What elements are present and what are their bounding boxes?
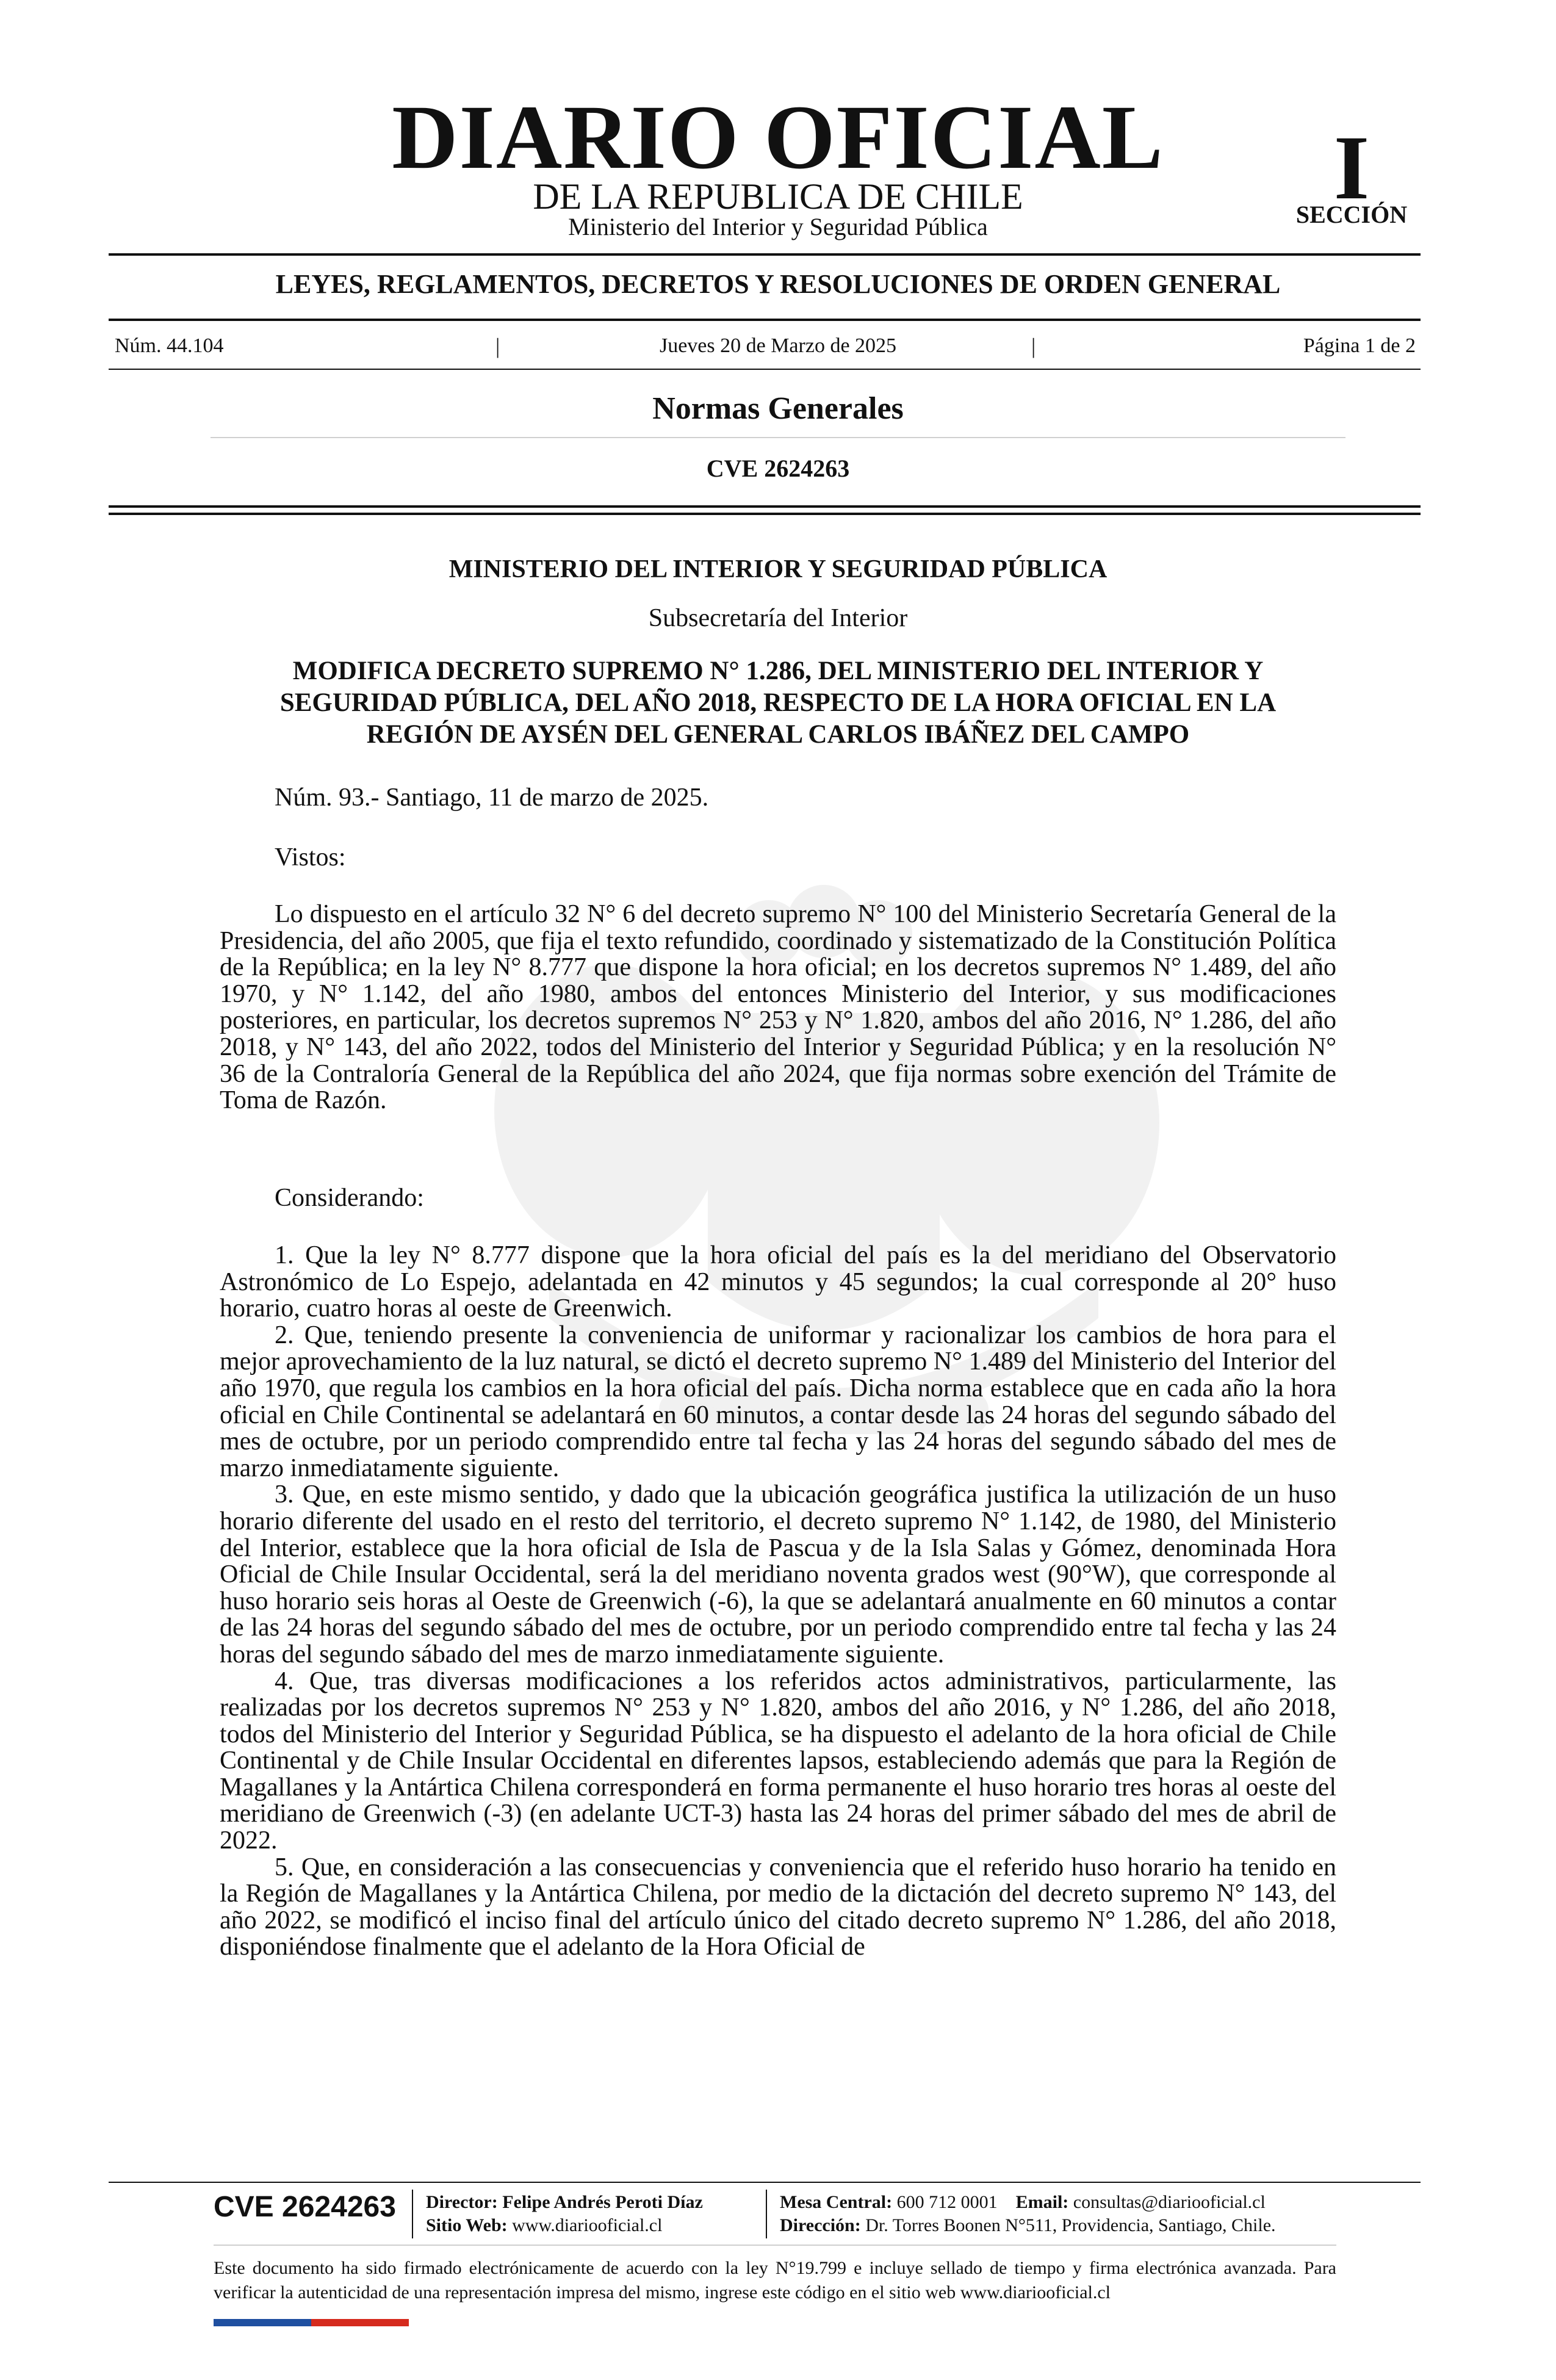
vistos-label: Vistos: <box>275 843 346 871</box>
issue-rule <box>109 369 1421 370</box>
section-heading: Normas Generales <box>652 391 904 426</box>
decree-title-line: REGIÓN DE AYSÉN DEL GENERAL CARLOS IBÁÑEZ DEL CAMPO <box>366 720 1190 749</box>
issue-date: Jueves 20 de Marzo de 2025 <box>659 334 897 357</box>
address-value: Dr. Torres Boonen N°511, Providencia, Santiago, Chile. <box>865 2215 1276 2235</box>
footer-divider-right <box>766 2190 767 2238</box>
masthead-ministry: Ministerio del Interior y Seguridad Pública <box>568 213 988 240</box>
director-label: Director: <box>426 2192 498 2212</box>
masthead-subtitle: DE LA REPUBLICA DE CHILE <box>533 176 1023 217</box>
section-number: I <box>1333 117 1370 218</box>
decree-title-line: MODIFICA DECRETO SUPREMO N° 1.286, DEL MINISTERIO DEL INTERIOR Y <box>292 657 1264 685</box>
vistos-text: Lo dispuesto en el artículo 32 N° 6 del decreto supremo N° 100 del Ministerio Secretaría General de la Presidencia, del año 2005, que fija el texto refundido, coordinado y sistematizado de la Constitución Política de la República; en la ley N° 8.777 que dispone la hora oficial; en los decretos supremos N° 1.489, del año 1970, y N° 1.142, del año 1980, ambos del entonces Ministerio del Interior, y sus modificaciones posteriores, en particular, los decretos supremos N° 253 y N° 1.820, ambos del año 2016, N° 1.286, del año 2018, y N° 143, del año 2022, todos del Ministerio del Interior y Seguridad Pública; y en la resolución N° 36 de la Contraloría General de la República del año 2024, que fija normas sobre exención del Trámite de Toma de Razón. <box>220 900 1336 1115</box>
document-subsecretaria: Subsecretaría del Interior <box>648 604 908 632</box>
web-label: Sitio Web: <box>426 2215 508 2235</box>
considerando-item: 2. Que, teniendo presente la conveniencia de uniformar y racionalizar los cambios de hora para el mejor aprovechamiento de la luz natural, se dictó el decreto supremo N° 1.489 del Ministerio del Interior del año 1970, que regula los cambios en la hora oficial del país. Dicha norma establece que en cada año la hora oficial en Chile Continental se adelantará en 60 minutos, a contar desde las 24 horas del segundo sábado del mes de octubre, por un periodo comprendido entre tal fecha y las 24 horas del segundo sábado del mes de marzo inmediatamente siguiente. <box>220 1321 1336 1482</box>
decree-title-line: SEGURIDAD PÚBLICA, DEL AÑO 2018, RESPECTO DE LA HORA OFICIAL EN LA <box>279 688 1277 717</box>
email-link[interactable]: consultas@diariooficial.cl <box>1073 2192 1266 2212</box>
considerando-label: Considerando: <box>275 1184 424 1212</box>
address-label: Dirección: <box>780 2215 861 2235</box>
footer-contact <box>780 2191 1360 2237</box>
flag-stripe-blue <box>214 2319 311 2326</box>
issue-separator-left: | <box>495 334 500 358</box>
considerandos <box>220 1242 1336 1961</box>
section-heading-divider <box>211 437 1345 438</box>
footer-divider-left <box>412 2190 413 2238</box>
document-ministry: MINISTERIO DEL INTERIOR Y SEGURIDAD PÚBLICA <box>448 555 1108 583</box>
masthead-rule <box>109 253 1421 256</box>
banner-rule <box>109 319 1421 321</box>
footer-note-divider <box>214 2245 1336 2246</box>
flag-stripe-red <box>311 2319 409 2326</box>
section-label: SECCIÓN <box>1295 201 1408 228</box>
email-label: Email: <box>1015 2192 1069 2212</box>
header-rule-top <box>109 505 1421 508</box>
footer-note: Este documento ha sido firmado electrónicamente de acuerdo con la ley N°19.799 e incluye sellado de tiempo y firma electrónica avanzada. Para verificar la autenticidad de una representación impresa del mismo, ingrese este código en el sitio web www.diariooficial.cl <box>214 2258 1336 2302</box>
footer-director <box>426 2191 768 2237</box>
footer-rule <box>109 2182 1421 2183</box>
issue-page: Página 1 de 2 <box>1303 334 1416 357</box>
web-link[interactable]: www.diariooficial.cl <box>512 2215 663 2235</box>
header-rule-bottom <box>109 513 1421 515</box>
director-name: Felipe Andrés Peroti Díaz <box>502 2192 703 2212</box>
considerando-item: 1. Que la ley N° 8.777 dispone que la hora oficial del país es la del meridiano del Observatorio Astronómico de Lo Espejo, adelantada en 42 minutos y 45 segundos; la cual corresponde al 20° huso horario, cuatro horas al oeste de Greenwich. <box>220 1241 1336 1323</box>
decree-title <box>201 655 1355 751</box>
footer-cve: CVE 2624263 <box>214 2191 396 2223</box>
considerando-item: 4. Que, tras diversas modificaciones a los referidos actos administrativos, particularmente, las realizadas por los decretos supremos N° 253 y N° 1.820, ambos del año 2016, y N° 1.286, del año 2018, todos del Ministerio del Interior y Seguridad Pública, se ha dispuesto el adelanto de la hora oficial de Chile Continental y de Chile Insular Occidental en diferentes lapsos, estableciendo además que para la Región de Magallanes y la Antártica Chilena corresponderá en forma permanente el huso horario tres horas al oeste del meridiano de Greenwich (-3) (en adelante UCT-3) hasta las 24 horas del primer sábado del mes de abril de 2022. <box>220 1667 1336 1855</box>
cve-code: CVE 2624263 <box>706 455 850 482</box>
considerando-item: 5. Que, en consideración a las consecuencias y conveniencia que el referido huso horario ha tenido en la Región de Magallanes y la Antártica Chilena, por medio de la dictación del decreto supremo N° 143, del año 2022, se modificó el inciso final del artículo único del citado decreto supremo N° 1.286, del año 2018, disponiéndose finalmente que el adelanto de la Hora Oficial de <box>220 1853 1336 1961</box>
mesa-value: 600 712 0001 <box>896 2192 998 2212</box>
masthead-title: DIARIO OFICIAL <box>392 87 1164 188</box>
banner: LEYES, REGLAMENTOS, DECRETOS Y RESOLUCIONES DE ORDEN GENERAL <box>275 269 1281 299</box>
issue-number: Núm. 44.104 <box>115 334 224 357</box>
issue-separator-right: | <box>1031 334 1036 358</box>
mesa-label: Mesa Central: <box>780 2192 893 2212</box>
decree-number: Núm. 93.- Santiago, 11 de marzo de 2025. <box>275 784 709 812</box>
considerando-item: 3. Que, en este mismo sentido, y dado que la ubicación geográfica justifica la utilización de un huso horario diferente del usado en el resto del territorio, el decreto supremo N° 1.142, de 1980, del Ministerio del Interior, establece que la hora oficial de Isla de Pascua y de la Isla Salas y Gómez, denominada Hora Oficial de Chile Insular Occidental, será la del meridiano noventa grados west (90°W), que corresponde al huso horario seis horas al Oeste de Greenwich (-6), la que se adelantará anualmente en 60 minutos a contar de las 24 horas del segundo sábado del mes de octubre, por un periodo comprendido entre tal fecha y las 24 horas del segundo sábado del mes de marzo inmediatamente siguiente. <box>220 1480 1336 1668</box>
